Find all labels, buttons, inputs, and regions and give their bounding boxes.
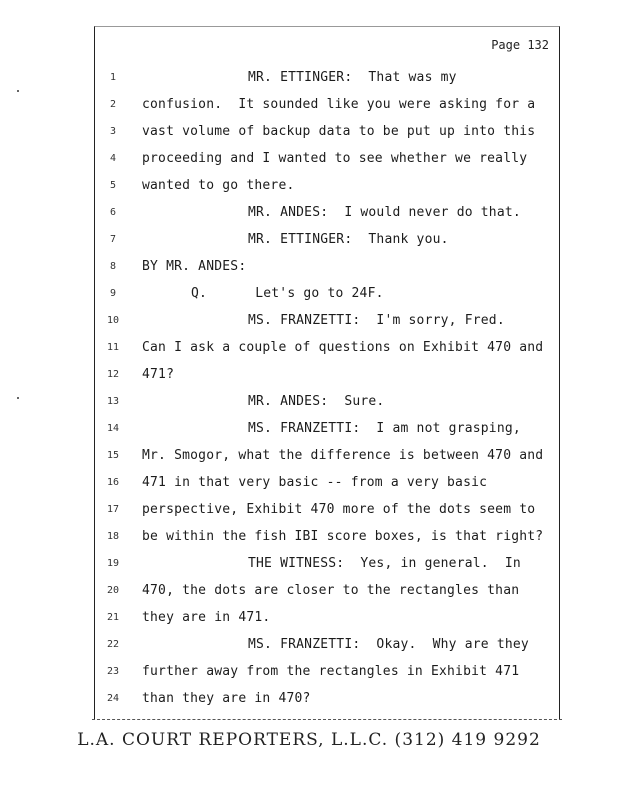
transcript-line: MR. ANDES: Sure. <box>248 394 385 409</box>
line-number: 9 <box>109 288 117 299</box>
page-bottom-rule <box>92 719 562 720</box>
transcript-line: MR. ETTINGER: Thank you. <box>248 232 449 247</box>
transcript-line: MS. FRANZETTI: I am not grasping, <box>248 421 521 436</box>
scan-speck <box>17 90 19 92</box>
line-number: 21 <box>106 612 120 623</box>
transcript-line: MR. ETTINGER: That was my <box>248 70 457 85</box>
transcript-line: Mr. Smogor, what the difference is between 470 and <box>142 448 544 463</box>
transcript-line: Can I ask a couple of questions on Exhibit 470 and <box>142 340 544 355</box>
line-number: 13 <box>106 396 120 407</box>
transcript-line: Q. Let's go to 24F. <box>191 286 384 301</box>
line-number: 6 <box>109 207 117 218</box>
transcript-line: than they are in 470? <box>142 691 311 706</box>
transcript-line: proceeding and I wanted to see whether we really <box>142 151 528 166</box>
page-number: Page 132 <box>491 38 549 52</box>
transcript-line: THE WITNESS: Yes, in general. In <box>248 556 521 571</box>
transcript-line: they are in 471. <box>142 610 271 625</box>
line-number: 14 <box>106 423 120 434</box>
transcript-line: BY MR. ANDES: <box>142 259 247 274</box>
line-number: 24 <box>106 693 120 704</box>
transcript-line: vast volume of backup data to be put up into this <box>142 124 536 139</box>
transcript-line: 470, the dots are closer to the rectangles than <box>142 583 520 598</box>
line-number: 12 <box>106 369 120 380</box>
line-number: 23 <box>106 666 120 677</box>
line-number: 11 <box>106 342 120 353</box>
line-number: 3 <box>109 126 117 137</box>
line-number: 2 <box>109 99 117 110</box>
transcript-line: wanted to go there. <box>142 178 295 193</box>
transcript-line: 471? <box>142 367 175 382</box>
line-number: 10 <box>106 315 120 326</box>
transcript-line: further away from the rectangles in Exhibit 471 <box>142 664 520 679</box>
scan-speck <box>17 397 19 399</box>
line-number: 7 <box>109 234 117 245</box>
line-number: 16 <box>106 477 120 488</box>
line-number: 1 <box>109 72 117 83</box>
line-number: 18 <box>106 531 120 542</box>
line-number: 22 <box>106 639 120 650</box>
transcript-line: confusion. It sounded like you were asking for a <box>142 97 536 112</box>
line-number: 8 <box>109 261 117 272</box>
line-number: 5 <box>109 180 117 191</box>
transcript-line: MS. FRANZETTI: Okay. Why are they <box>248 637 529 652</box>
transcript-page <box>94 26 560 720</box>
transcript-line: be within the fish IBI score boxes, is that right? <box>142 529 544 544</box>
line-number: 15 <box>106 450 120 461</box>
transcript-line: MR. ANDES: I would never do that. <box>248 205 521 220</box>
line-number: 17 <box>106 504 120 515</box>
transcript-line: perspective, Exhibit 470 more of the dots seem to <box>142 502 536 517</box>
line-number: 19 <box>106 558 120 569</box>
line-number: 4 <box>109 153 117 164</box>
court-reporter-footer: L.A. COURT REPORTERS, L.L.C. (312) 419 9292 <box>77 730 541 750</box>
line-number: 20 <box>106 585 120 596</box>
transcript-line: MS. FRANZETTI: I'm sorry, Fred. <box>248 313 505 328</box>
transcript-line: 471 in that very basic -- from a very basic <box>142 475 488 490</box>
